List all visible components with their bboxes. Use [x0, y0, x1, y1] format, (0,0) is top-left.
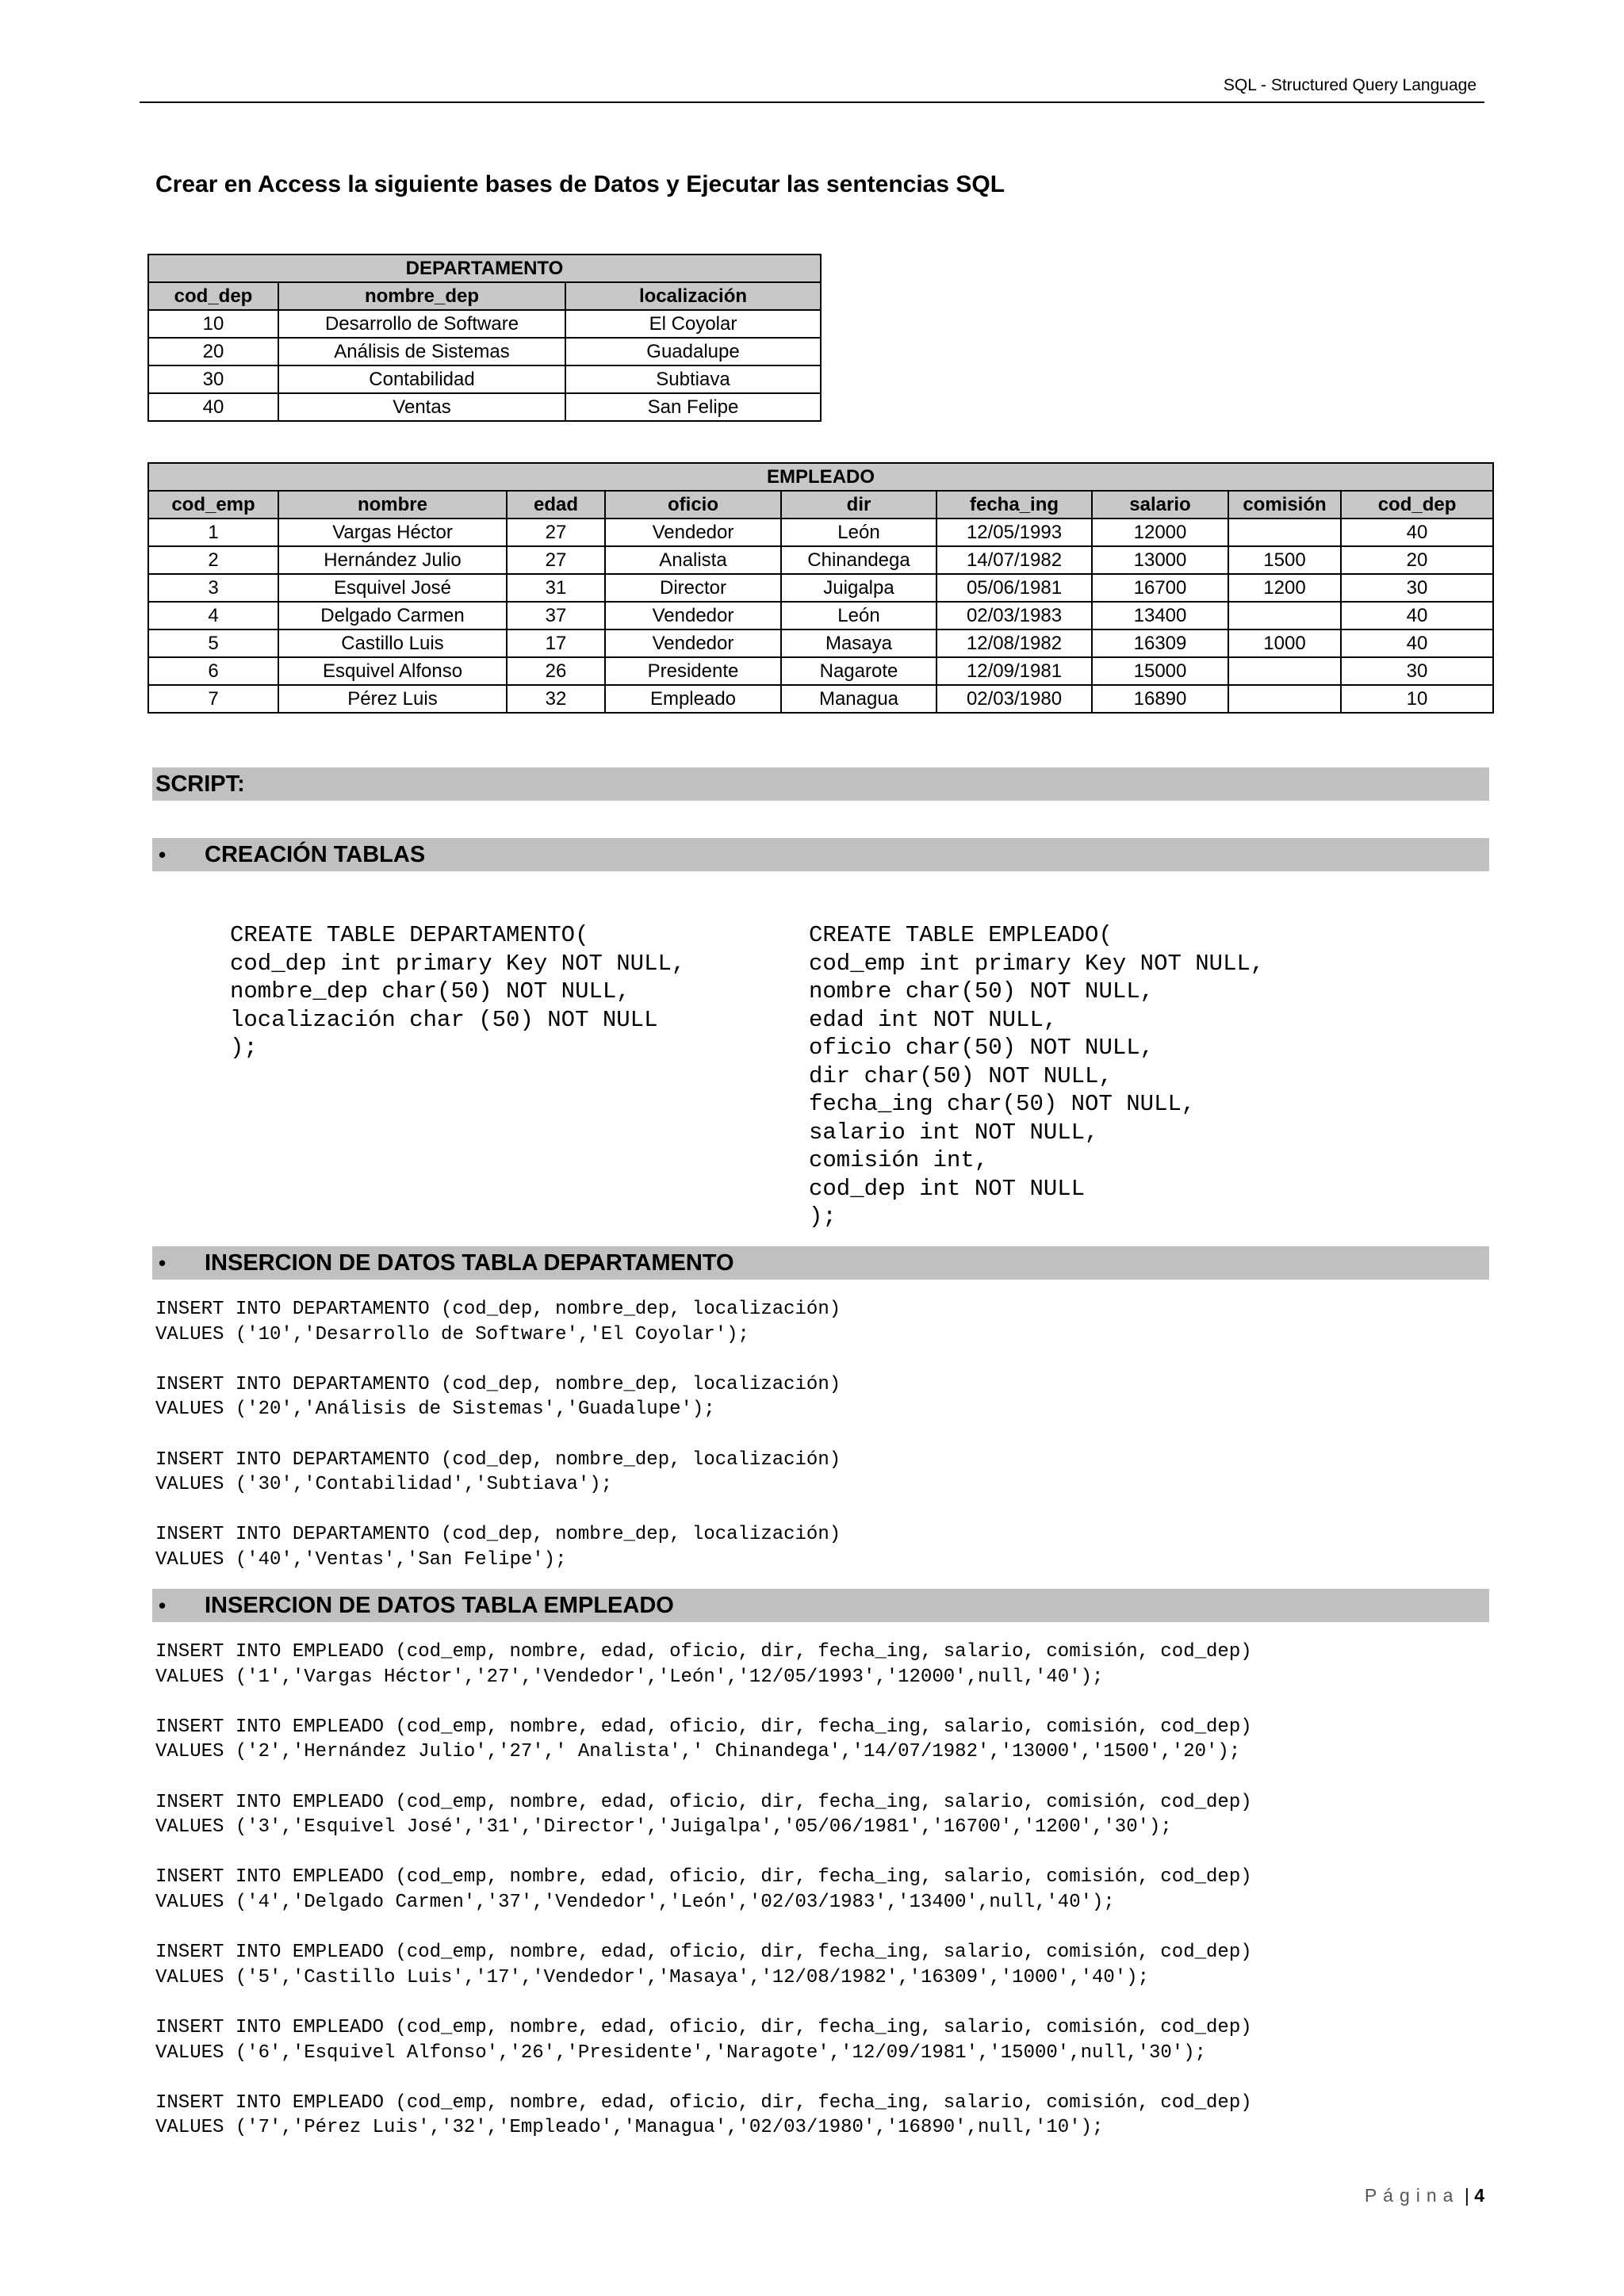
table-cell: Vendedor: [605, 519, 781, 546]
column-header: localización: [565, 282, 821, 310]
column-header: comisión: [1228, 491, 1341, 519]
column-header: nombre: [278, 491, 507, 519]
table-cell: Subtiava: [565, 365, 821, 393]
table-cell: 12000: [1092, 519, 1228, 546]
table-cell: 05/06/1981: [936, 574, 1092, 602]
section-title: INSERCION DE DATOS TABLA EMPLEADO: [205, 1593, 674, 1618]
table-cell: 1000: [1228, 629, 1341, 657]
table-cell: Managua: [781, 685, 936, 713]
table-cell: 17: [507, 629, 605, 657]
table-cell: Masaya: [781, 629, 936, 657]
table-cell: 20: [1341, 546, 1493, 574]
table-row: [148, 519, 1493, 546]
table-cell: Empleado: [605, 685, 781, 713]
table-cell: Juigalpa: [781, 574, 936, 602]
document-title: Crear en Access la siguiente bases de Datos y Ejecutar las sentencias SQL: [155, 171, 1005, 197]
column-header: fecha_ing: [936, 491, 1092, 519]
table-row: [148, 338, 821, 365]
table-cell: 37: [507, 602, 605, 629]
table-cell: Vendedor: [605, 629, 781, 657]
table-row: [148, 393, 821, 421]
table-cell: Vendedor: [605, 602, 781, 629]
table-cell: 4: [148, 602, 278, 629]
table-cell: León: [781, 519, 936, 546]
table-cell: 26: [507, 657, 605, 685]
table-cell: 12/08/1982: [936, 629, 1092, 657]
table-cell: 1200: [1228, 574, 1341, 602]
table-cell: 14/07/1982: [936, 546, 1092, 574]
table-cell: [1228, 519, 1341, 546]
column-header: cod_dep: [148, 282, 278, 310]
table-cell: 40: [148, 393, 278, 421]
page-separator: |: [1464, 2185, 1469, 2206]
section-title: INSERCION DE DATOS TABLA DEPARTAMENTO: [205, 1250, 734, 1276]
table-cell: Esquivel José: [278, 574, 507, 602]
table-cell: 12/05/1993: [936, 519, 1092, 546]
section-title: SCRIPT:: [155, 771, 245, 797]
table-cell: Chinandega: [781, 546, 936, 574]
table-cell: 12/09/1981: [936, 657, 1092, 685]
table-cell: Nagarote: [781, 657, 936, 685]
table-cell: 16309: [1092, 629, 1228, 657]
empleado-table: [147, 462, 1494, 714]
table-cell: 5: [148, 629, 278, 657]
table-cell: 40: [1341, 629, 1493, 657]
table-header-row: [148, 282, 821, 310]
table-cell: Ventas: [278, 393, 565, 421]
table-row: [148, 574, 1493, 602]
section-title: CREACIÓN TABLAS: [205, 842, 426, 867]
table-cell: Analista: [605, 546, 781, 574]
table-cell: Desarrollo de Software: [278, 310, 565, 338]
table-cell: 15000: [1092, 657, 1228, 685]
table-cell: 40: [1341, 602, 1493, 629]
table-cell: 30: [148, 365, 278, 393]
table-cell: Delgado Carmen: [278, 602, 507, 629]
table-cell: Hernández Julio: [278, 546, 507, 574]
table-cell: [1228, 685, 1341, 713]
page-number: 4: [1474, 2185, 1484, 2206]
table-caption-row: [148, 254, 821, 282]
table-cell: 30: [1341, 574, 1493, 602]
section-creacion-tablas: [152, 838, 1489, 871]
table-row: [148, 685, 1493, 713]
column-header: dir: [781, 491, 936, 519]
table-cell: Castillo Luis: [278, 629, 507, 657]
table-cell: Análisis de Sistemas: [278, 338, 565, 365]
table-cell: 2: [148, 546, 278, 574]
table-cell: 6: [148, 657, 278, 685]
table-cell: 27: [507, 546, 605, 574]
table-row: [148, 546, 1493, 574]
column-header: cod_emp: [148, 491, 278, 519]
column-header: nombre_dep: [278, 282, 565, 310]
table-row: [148, 657, 1493, 685]
table-cell: 02/03/1983: [936, 602, 1092, 629]
table-cell: 1500: [1228, 546, 1341, 574]
table-cell: Guadalupe: [565, 338, 821, 365]
table-cell: Vargas Héctor: [278, 519, 507, 546]
table-row: [148, 365, 821, 393]
section-insercion-departamento: [152, 1246, 1489, 1280]
section-insercion-empleado: [152, 1589, 1489, 1622]
table-cell: Director: [605, 574, 781, 602]
page-footer: [1365, 2185, 1484, 2206]
table-cell: 40: [1341, 519, 1493, 546]
table-cell: Contabilidad: [278, 365, 565, 393]
table-row: [148, 310, 821, 338]
table-cell: 27: [507, 519, 605, 546]
table-cell: 32: [507, 685, 605, 713]
table-cell: 16700: [1092, 574, 1228, 602]
bullet-icon: •: [159, 843, 167, 867]
table-cell: Esquivel Alfonso: [278, 657, 507, 685]
column-header: cod_dep: [1341, 491, 1493, 519]
page-header: SQL - Structured Query Language: [1223, 76, 1477, 94]
table-cell: 30: [1341, 657, 1493, 685]
table-cell: 7: [148, 685, 278, 713]
table-cell: El Coyolar: [565, 310, 821, 338]
insert-departamento-code: INSERT INTO DEPARTAMENTO (cod_dep, nombre_dep, localización) VALUES ('10','Desarrollo de Software','El Coyolar'); INSERT INTO DEPARTAMENTO (cod_dep, nombre_dep, localización) VALUES ('20','Análisis de Sistemas','Guadalupe'); INSERT INTO DEPARTAMENTO (cod_dep, nombre_dep, localización) VALUES ('30','Contabilidad','Subtiava'); INSERT INTO DEPARTAMENTO (cod_dep, nombre_dep, localización) VALUES ('40','Ventas','San Felipe');: [155, 1299, 841, 1571]
column-header: oficio: [605, 491, 781, 519]
bullet-icon: •: [159, 1251, 167, 1275]
table-cell: 13000: [1092, 546, 1228, 574]
table-caption: DEPARTAMENTO: [148, 254, 821, 282]
table-cell: 1: [148, 519, 278, 546]
table-cell: 3: [148, 574, 278, 602]
column-header: salario: [1092, 491, 1228, 519]
table-caption-row: [148, 463, 1493, 491]
table-cell: [1228, 602, 1341, 629]
table-cell: 20: [148, 338, 278, 365]
table-cell: San Felipe: [565, 393, 821, 421]
table-cell: 02/03/1980: [936, 685, 1092, 713]
table-cell: Presidente: [605, 657, 781, 685]
table-cell: 10: [1341, 685, 1493, 713]
page-label: Página: [1364, 2185, 1460, 2206]
departamento-table: [147, 254, 822, 422]
table-cell: 10: [148, 310, 278, 338]
insert-empleado-code: INSERT INTO EMPLEADO (cod_emp, nombre, edad, oficio, dir, fecha_ing, salario, comisión, cod_dep) VALUES ('1','Vargas Héctor','27','Vendedor','León','12/05/1993','12000',null,'40'); INSERT INTO EMPLEADO (cod_emp, nombre, edad, oficio, dir, fecha_ing, salario, comisión, cod_dep) VALUES ('2','Hernández Julio','27',' Analista',' Chinandega','14/07/1982','13000','1500','20'); INSERT INTO EMPLEADO (cod_emp, nombre, edad, oficio, dir, fecha_ing, salario, comisión, cod_dep) VALUES ('3','Esquivel José','31','Director','Juigalpa','05/06/1981','16700','1200','30'); INSERT INTO EMPLEADO (cod_emp, nombre, edad, oficio, dir, fecha_ing, salario, comisión, cod_dep) VALUES ('4','Delgado Carmen','37','Vendedor','León','02/03/1983','13400',null,'40'); INSERT INTO EMPLEADO (cod_emp, nombre, edad, oficio, dir, fecha_ing, salario, comisión, cod_dep) VALUES ('5','Castillo Luis','17','Vendedor','Masaya','12/08/1982','16309','1000','40'); INSERT INTO EMPLEADO (cod_emp, nombre, edad, oficio, dir, fecha_ing, salario, comisión, cod_dep) VALUES ('6','Esquivel Alfonso','26','Presidente','Naragote','12/09/1981','15000',null,'30'); INSERT INTO EMPLEADO (cod_emp, nombre, edad, oficio, dir, fecha_ing, salario, comisión, cod_dep) VALUES ('7','Pérez Luis','32','Empleado','Managua','02/03/1980','16890',null,'10');: [155, 1641, 1252, 2139]
column-header: edad: [507, 491, 605, 519]
section-script: [152, 767, 1489, 801]
table-cell: 16890: [1092, 685, 1228, 713]
table-cell: [1228, 657, 1341, 685]
bullet-icon: •: [159, 1594, 167, 1617]
table-cell: 13400: [1092, 602, 1228, 629]
create-empleado-code: CREATE TABLE EMPLEADO( cod_emp int primary Key NOT NULL, nombre char(50) NOT NULL, edad int NOT NULL, oficio char(50) NOT NULL, dir char(50) NOT NULL, fecha_ing char(50) NOT NULL, salario int NOT NULL, comisión int, cod_dep int NOT NULL );: [809, 922, 1265, 1230]
table-row: [148, 629, 1493, 657]
table-cell: León: [781, 602, 936, 629]
create-departamento-code: CREATE TABLE DEPARTAMENTO( cod_dep int primary Key NOT NULL, nombre_dep char(50) NOT NULL, localización char (50) NOT NULL );: [230, 922, 686, 1061]
header-rule: [140, 101, 1484, 103]
table-header-row: [148, 491, 1493, 519]
table-cell: Pérez Luis: [278, 685, 507, 713]
table-caption: EMPLEADO: [148, 463, 1493, 491]
table-cell: 31: [507, 574, 605, 602]
table-row: [148, 602, 1493, 629]
